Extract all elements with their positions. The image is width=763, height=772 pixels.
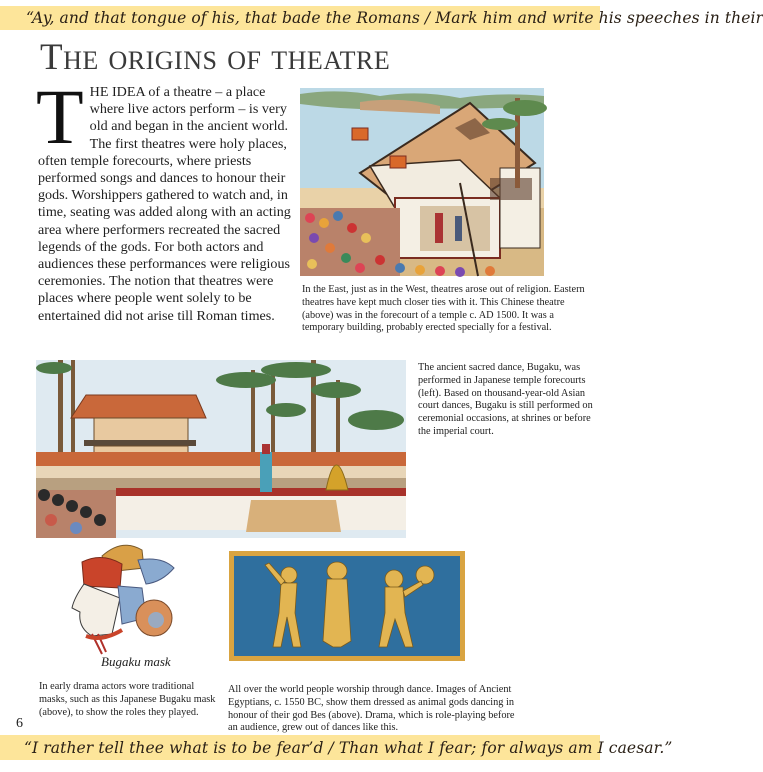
chinese-theatre-caption: In the East, just as in the West, theatres arose out of religion. Eastern theatres have kept much closer ties with it. This Chinese theatre (above) was in the forecourt of a temple c. AD 1500. It was a temporary building, probably erected specially for a festival. (302, 284, 585, 334)
chinese-theatre-illustration (300, 88, 544, 276)
header-quote-banner (0, 6, 763, 30)
egyptian-caption: All over the world people worship through dance. Images of Ancient Egyptians, c. 1550 BC, show them dressed as animal gods dancing in honour of their god Bes (above). Drama, which is role-playing before an audience, grew out of dances like this. (228, 684, 515, 734)
bugaku-mask-label: Bugaku mask (101, 654, 171, 669)
bugaku-temple-illustration (36, 360, 406, 538)
header-quote: “Ay, and that tongue of his, that bade the Romans / Mark him and write his speeches in their (26, 9, 763, 27)
bugaku-mask-illustration (62, 538, 182, 654)
intro-paragraph: HE IDEA of a theatre – a place where live actors perform – is very old and began in the ancient world. The first theatres were holy places, often temple forecourts, where priests performed songs and dances to honour their gods. Worshippers gathered to watch and, in time, seating was added along with an acting area where performers recreated the sacred legends of the gods. For both actors and audiences these performances were religious ceremonies. The notion that theatres were places where people went solely to be entertained did not arise till Roman times. (38, 84, 291, 324)
footer-quote-banner (0, 735, 673, 760)
egyptian-dancers-illustration (229, 551, 465, 661)
page-number: 6 (16, 716, 23, 731)
page-title: The origins of theatre (40, 37, 391, 78)
bugaku-dance-caption: The ancient sacred dance, Bugaku, was performed in Japanese temple forecourts (left). Based on thousand-year-old Asian court dances, Bugaku is still performed on ceremonial occasions, at shrines or before the imperial court. (418, 362, 593, 437)
mask-caption: In early drama actors wore traditional masks, such as this Japanese Bugaku mask (above), to show the roles they played. (39, 681, 216, 718)
drop-cap: T (36, 73, 84, 160)
footer-quote: “I rather tell thee what is to be fear’d / Than what I fear; for always am I caesar.” (24, 739, 673, 757)
intro-text (36, 73, 296, 325)
